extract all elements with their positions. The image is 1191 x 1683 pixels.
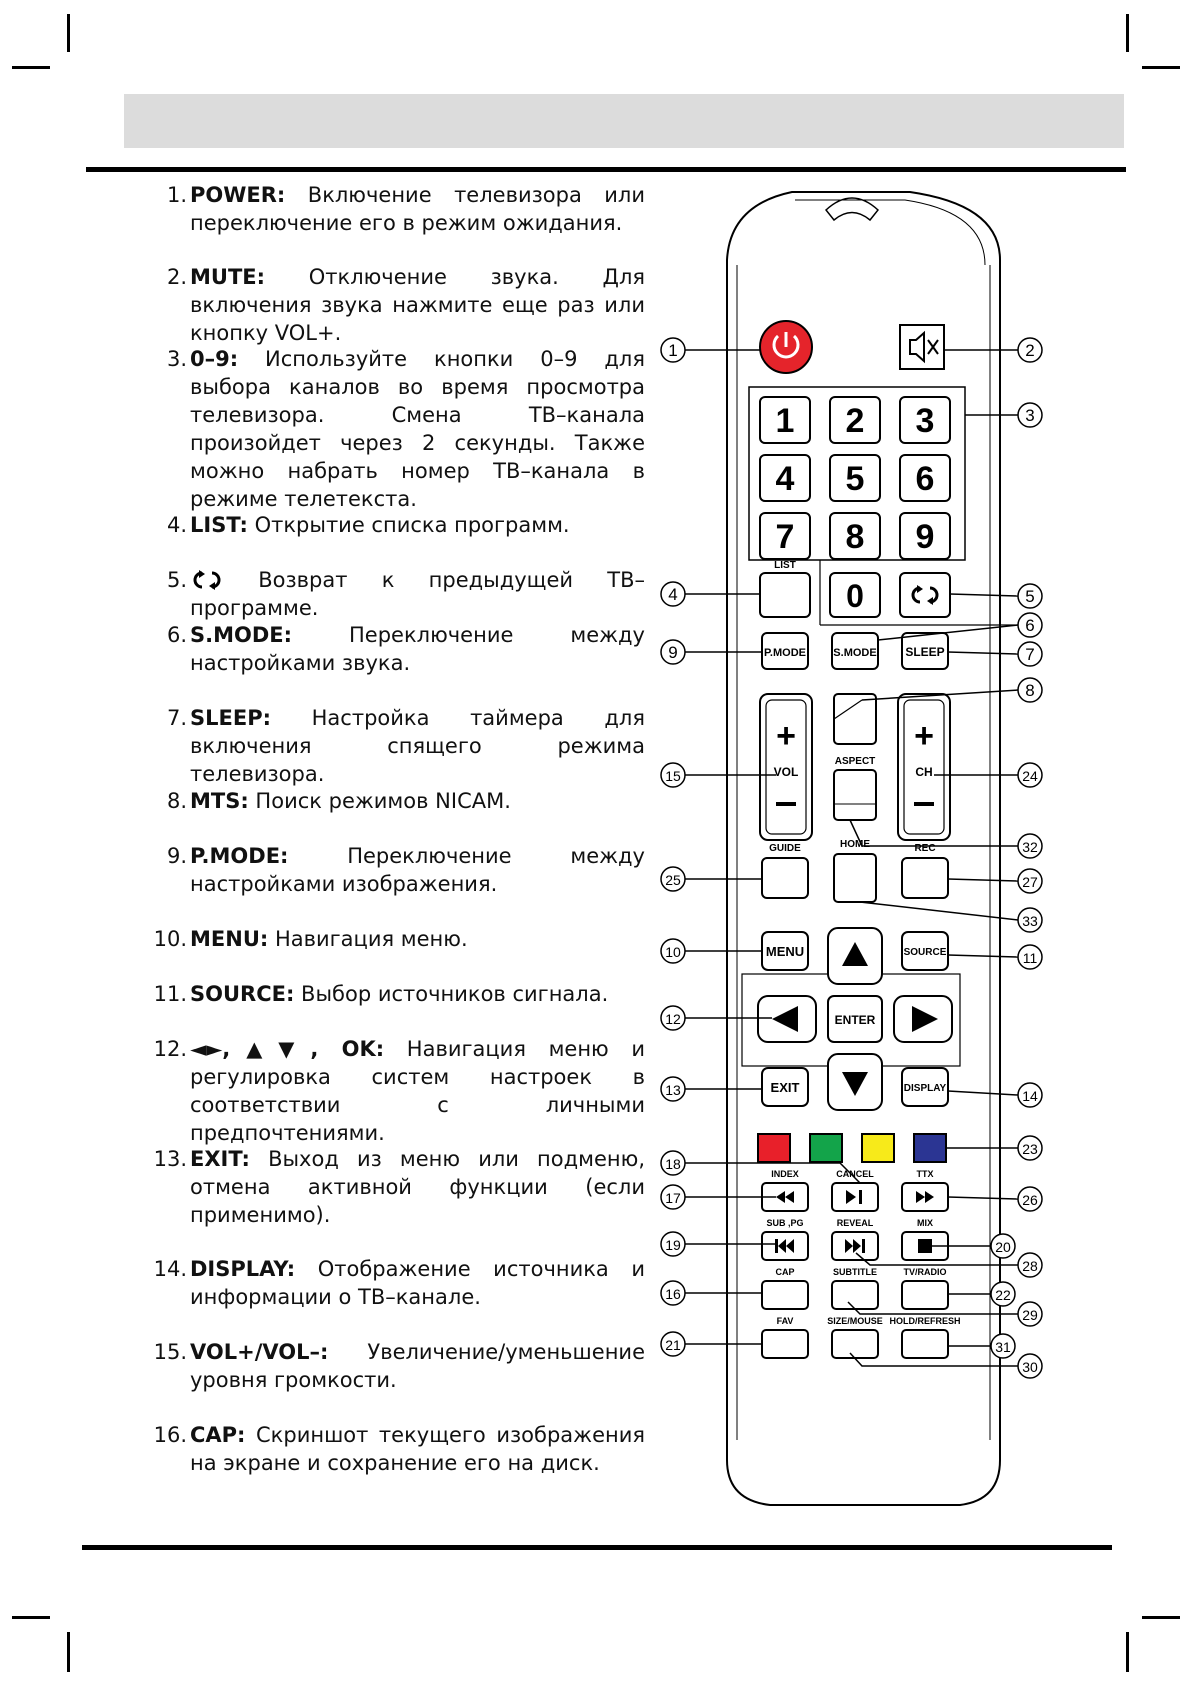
sleep-label: SLEEP <box>905 645 945 659</box>
fav-label: FAV <box>776 1316 794 1326</box>
subtitle-label: SUBTITLE <box>833 1267 877 1277</box>
item-number: 13. <box>153 1147 187 1171</box>
item-desc: Выбор источников сигнала. <box>294 982 609 1006</box>
callout-number: 19 <box>665 1237 681 1253</box>
tvradio-button[interactable] <box>902 1281 948 1309</box>
sizemouse-button[interactable] <box>832 1330 878 1358</box>
crop-mark <box>1142 1616 1180 1619</box>
guide-label: GUIDE <box>769 843 801 854</box>
digit-label: 6 <box>915 460 935 498</box>
sizemouse-label: SIZE/MOUSE <box>827 1316 883 1326</box>
crop-mark <box>1142 66 1180 69</box>
yellow-button[interactable] <box>862 1134 894 1162</box>
exit-label: EXIT <box>770 1080 800 1095</box>
item-number: 15. <box>153 1340 187 1364</box>
callout-number: 33 <box>1022 913 1038 929</box>
callout-number: 15 <box>665 768 681 784</box>
holdrefresh-label: HOLD/REFRESH <box>889 1316 961 1326</box>
bottom-rule <box>82 1545 1112 1550</box>
subtitle-button[interactable] <box>832 1281 878 1309</box>
callout-number: 26 <box>1022 1192 1038 1208</box>
callout-number: 30 <box>1022 1359 1038 1375</box>
home-button[interactable] <box>834 854 876 902</box>
callout-number: 4 <box>668 585 678 604</box>
return-button[interactable] <box>900 573 950 617</box>
item-desc: Переключение между настройками звука. <box>190 623 645 675</box>
digit-label: 2 <box>845 402 865 440</box>
vol-minus-icon <box>776 802 796 806</box>
callout-number: 13 <box>665 1082 681 1098</box>
guide-button[interactable] <box>762 858 808 898</box>
digit-label: 0 <box>846 578 864 614</box>
item-desc: Включение телевизора или переключение его в режим ожидания. <box>190 183 645 235</box>
stop-icon <box>918 1239 932 1253</box>
holdrefresh-button[interactable] <box>902 1330 948 1358</box>
ch-plus-icon: + <box>914 717 934 755</box>
enter-label: ENTER <box>834 1013 876 1027</box>
vol-plus-icon: + <box>776 717 796 755</box>
item-desc: Переключение между настройками изображения. <box>190 844 645 896</box>
item-number: 7. <box>166 706 187 730</box>
crop-mark <box>12 1616 50 1619</box>
aspect-label: ASPECT <box>834 756 876 767</box>
fav-button[interactable] <box>762 1330 808 1358</box>
callout-number: 1 <box>668 341 678 360</box>
cap-button[interactable] <box>762 1281 808 1309</box>
item-number: 5. <box>166 568 187 592</box>
digit-label: 3 <box>915 402 935 440</box>
item-key: SLEEP: <box>190 706 271 730</box>
callout-number: 23 <box>1022 1141 1038 1157</box>
digit-label: 7 <box>775 518 795 556</box>
item-key: EXIT: <box>190 1147 250 1171</box>
item-key: SOURCE: <box>190 982 295 1006</box>
item-desc: Навигация меню. <box>268 927 468 951</box>
item-desc: Используйте кнопки 0–9 для выбора каналов во время просмотра телевизора. Смена ТВ–канала произойдет через 2 секунды. Также можно набрать номер ТВ–канала в режиме телетекста. <box>190 347 645 511</box>
header-bar <box>124 94 1124 148</box>
item-number: 14. <box>153 1257 187 1281</box>
callout-number: 6 <box>1025 616 1035 635</box>
item-key: VOL+/VOL–: <box>190 1340 329 1364</box>
callout-number: 24 <box>1022 768 1038 784</box>
callout-number: 16 <box>665 1286 681 1302</box>
item-number: 9. <box>166 844 187 868</box>
item-number: 16. <box>153 1423 187 1447</box>
item-key: 0–9: <box>190 347 239 371</box>
crop-mark <box>12 66 50 69</box>
item-desc: Выход из меню или подменю, отмена активной функции (если применимо). <box>190 1147 645 1227</box>
callout-number: 11 <box>1022 950 1038 966</box>
item-key: MUTE: <box>190 265 266 289</box>
item-number: 2. <box>166 265 187 289</box>
digit-label: 5 <box>845 460 865 498</box>
cancel-label: CANCEL <box>836 1169 874 1179</box>
list-button[interactable] <box>760 573 810 617</box>
ch-label: CH <box>915 765 933 779</box>
ttx-label: TTX <box>916 1169 934 1179</box>
digit-label: 4 <box>775 460 795 498</box>
callout-number: 18 <box>665 1156 681 1172</box>
item-key: ◄►,▲▼, OK: <box>190 1037 385 1061</box>
item-desc: Настройка таймера для включения спящего режима телевизора. <box>190 706 645 786</box>
callout-number: 12 <box>665 1011 681 1027</box>
item-key: CAP: <box>190 1423 246 1447</box>
reveal-label: REVEAL <box>836 1218 874 1228</box>
item-desc: Отключение звука. Для включения звука нажмите еще раз или кнопку VOL+. <box>190 265 645 345</box>
item-key: S.MODE: <box>190 623 293 647</box>
item-number: 4. <box>166 513 187 537</box>
mute-button[interactable] <box>900 325 944 369</box>
subpg-label: SUB ,PG <box>766 1218 804 1228</box>
item-number: 8. <box>166 789 187 813</box>
aspect-button[interactable] <box>834 770 876 820</box>
callout-number: 28 <box>1022 1258 1038 1274</box>
smode-label: S.MODE <box>833 647 877 659</box>
callout-number: 17 <box>665 1190 681 1206</box>
item-desc: Поиск режимов NICAM. <box>248 789 511 813</box>
item-key: P.MODE: <box>190 844 289 868</box>
item-key: MTS: <box>190 789 249 813</box>
return-icon <box>190 570 224 590</box>
item-desc: Увеличение/уменьшение уровня громкости. <box>190 1340 645 1392</box>
top-rule <box>86 167 1126 172</box>
remote-control-diagram <box>640 190 1070 1530</box>
callout-number: 27 <box>1022 874 1038 890</box>
callout-number: 25 <box>665 872 681 888</box>
home-label: HOME <box>840 839 870 850</box>
digit-label: 8 <box>845 518 865 556</box>
item-number: 12. <box>153 1037 187 1061</box>
item-desc: Навигация меню и регулировка систем настроек в соответствии с личными предпочтениями. <box>190 1037 646 1145</box>
display-label: DISPLAY <box>903 1083 947 1094</box>
digit-label: 9 <box>915 518 935 556</box>
item-number: 3. <box>166 347 187 371</box>
callout-number: 9 <box>668 643 678 662</box>
callout-number: 10 <box>665 944 681 960</box>
item-desc: Скриншот текущего изображения на экране и сохранение его на диск. <box>190 1423 645 1475</box>
item-key: POWER: <box>190 183 286 207</box>
callout-number: 5 <box>1025 587 1035 606</box>
cap-label: CAP <box>775 1267 795 1277</box>
crop-mark <box>67 1632 70 1672</box>
item-key: DISPLAY: <box>190 1257 296 1281</box>
tvradio-label: TV/RADIO <box>903 1267 947 1277</box>
pmode-label: P.MODE <box>764 647 806 659</box>
callout-number: 29 <box>1022 1307 1038 1323</box>
callout-number: 20 <box>995 1239 1011 1255</box>
list-label: LIST <box>774 560 796 571</box>
mix-label: MIX <box>916 1218 934 1228</box>
callout-number: 22 <box>995 1287 1011 1303</box>
item-desc: Возврат к предыдущей ТВ–программе. <box>190 568 645 620</box>
item-number: 11. <box>153 982 187 1006</box>
green-button[interactable] <box>810 1134 842 1162</box>
crop-mark <box>1126 14 1129 52</box>
callout-number: 3 <box>1025 406 1035 425</box>
rec-label: REC <box>914 843 936 854</box>
blue-button[interactable] <box>914 1134 946 1162</box>
callout-number: 8 <box>1025 681 1035 700</box>
item-number: 1. <box>166 183 187 207</box>
callout-number: 7 <box>1025 645 1035 664</box>
item-key: MENU: <box>190 927 269 951</box>
digit-label: 1 <box>775 402 795 440</box>
item-number: 10. <box>153 927 187 951</box>
item-desc: Отображение источника и информации о ТВ–канале. <box>190 1257 645 1309</box>
menu-label: MENU <box>765 944 805 959</box>
item-key: LIST: <box>190 513 248 537</box>
index-label: INDEX <box>771 1169 799 1179</box>
callout-number: 31 <box>995 1339 1011 1355</box>
callout-number: 14 <box>1022 1088 1038 1104</box>
callout-number: 2 <box>1025 341 1035 360</box>
source-label: SOURCE <box>903 947 947 958</box>
callout-number: 21 <box>665 1337 681 1353</box>
crop-mark <box>1126 1632 1129 1672</box>
callout-number: 32 <box>1022 839 1038 855</box>
crop-mark <box>67 14 70 52</box>
rec-button[interactable] <box>902 858 948 898</box>
vol-label: VOL <box>773 765 799 779</box>
item-desc: Открытие списка программ. <box>247 513 570 537</box>
mts-button[interactable] <box>834 694 876 744</box>
item-number: 6. <box>166 623 187 647</box>
red-button[interactable] <box>758 1134 790 1162</box>
ch-minus-icon <box>914 802 934 806</box>
